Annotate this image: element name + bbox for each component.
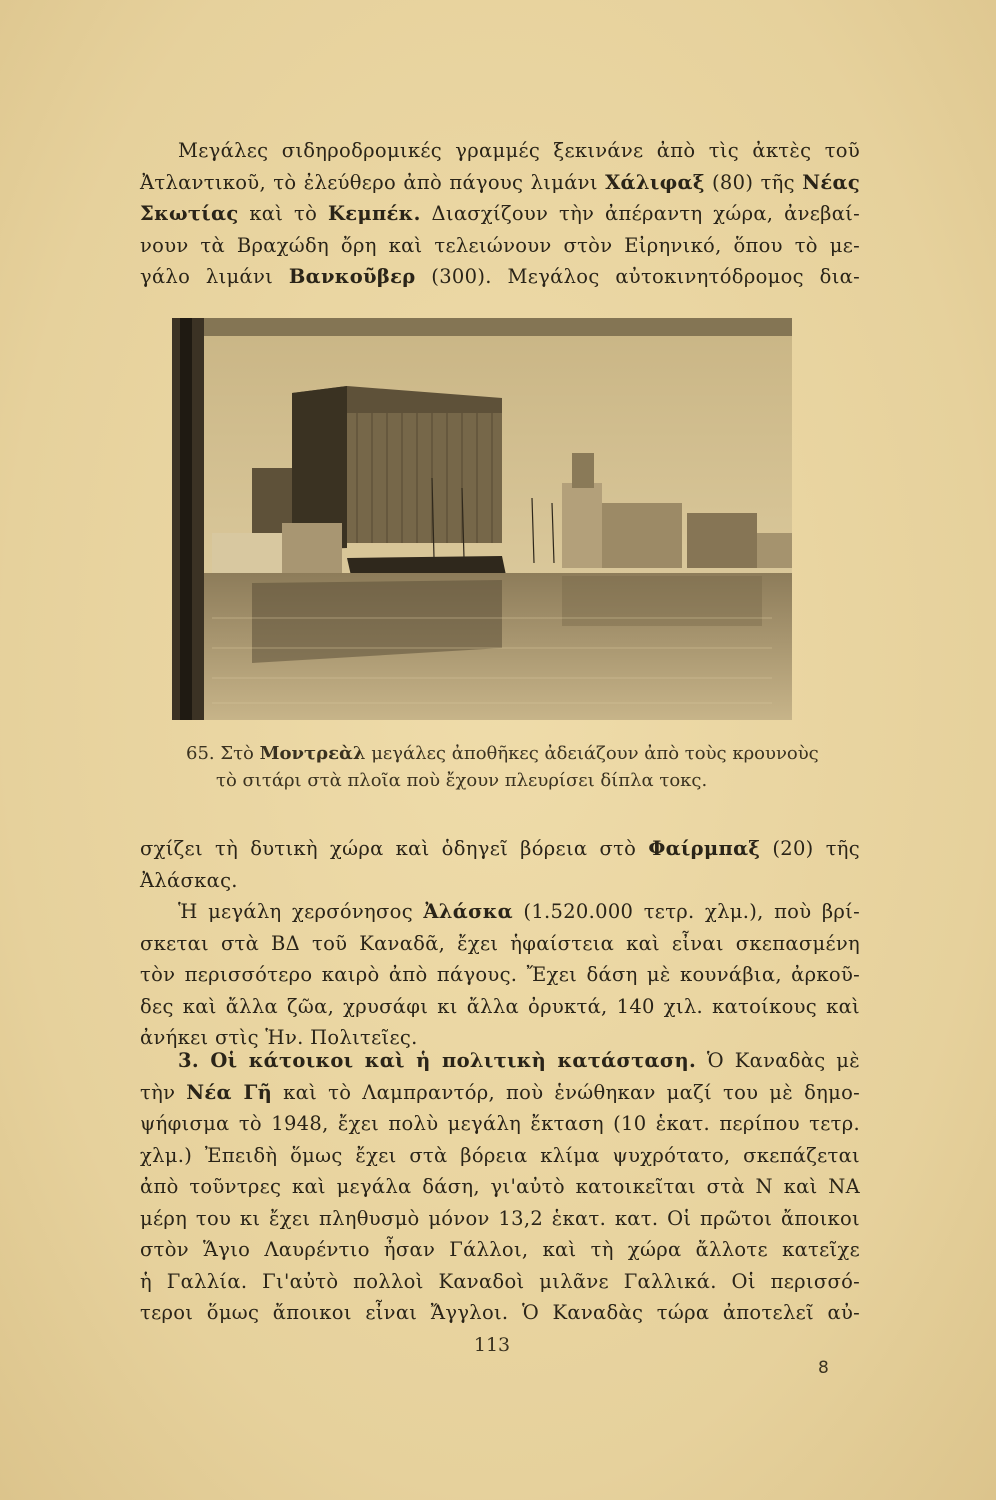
grain-elevators-photo [172,318,792,720]
text-run: (20) τῆς [760,837,860,860]
text-line [140,167,860,199]
place-name-nova: Νέας [802,170,860,194]
page-number: 113 [473,1334,511,1356]
place-name-halifax: Χάλιφαξ [605,170,705,194]
section-heading: 3. Οἱ κάτοικοι καὶ ἡ πολιτικὴ κατάσταση. [178,1049,697,1072]
text-line: ἡ Γαλλία. Γι'αὐτὸ πολλοὶ Καναδοὶ μιλᾶνε Γαλλικά. Οἱ περισσό- [140,1269,860,1293]
text-line: Ἀλάσκας. [140,868,238,892]
text-line: χλμ.) Ἐπειδὴ ὅμως ἔχει στὰ βόρεια κλίμα ψυχρότατο, σκεπάζεται [140,1143,860,1167]
text-line: νουν τὰ Βραχώδη ὄρη καὶ τελειώνουν στὸν Εἰρηνικό, ὅπου τὸ με- [140,233,860,257]
text-run: καὶ τὸ Λαμπραντόρ, ποὺ ἑνώθηκαν μαζί του μὲ δημο- [272,1080,861,1104]
text-line: δες καὶ ἄλλα ζῶα, χρυσάφι κι ἄλλα ὀρυκτά, 140 χιλ. κατοίκους καὶ [140,994,860,1018]
section-3 [140,1045,860,1329]
text-line: ἀπὸ τοῦντρες καὶ μεγάλα δάση, γι'αὐτὸ κατοικεῖται στὰ Ν καὶ ΝΑ [140,1175,860,1198]
place-name-alaska: Ἀλάσκα [423,900,513,923]
text-line [140,896,860,928]
middle-paragraph [140,833,860,1054]
caption-line: τὸ σιτάρι στὰ πλοῖα ποὺ ἔχουν πλευρίσει δίπλα τοκς. [216,770,708,791]
text-line: σκεται στὰ ΒΔ τοῦ Καναδᾶ, ἔχει ἡφαίστεια καὶ εἶναι σκεπασμένη [140,931,860,955]
text-run: τὴν [140,1080,187,1104]
text-line [140,1077,860,1109]
text-run: Ἡ μεγάλη χερσόνησος [178,900,424,923]
text-line: στὸν Ἅγιο Λαυρέντιο ἦσαν Γάλλοι, καὶ τὴ χώρα ἄλλοτε κατεῖχε [140,1238,860,1261]
text-line: τεροι ὅμως ἄποικοι εἶναι Ἄγγλοι. Ὁ Καναδὰς τώρα ἀποτελεῖ αὐ- [140,1301,860,1324]
text-run: Ὁ Καναδὰς μὲ [696,1049,860,1072]
text-run: 65. Στὸ [186,743,260,764]
text-line: ψήφισμα τὸ 1948, ἔχει πολὺ μεγάλη ἔκταση (10 ἑκατ. περίπου τετρ. [140,1112,860,1135]
place-name-fairbanks: Φαίρμπαξ [648,837,761,860]
text-line: μέρη του κι ἔχει πληθυσμὸ μόνον 13,2 ἑκατ. κατ. Οἱ πρῶτοι ἄποικοι [140,1206,860,1230]
place-name-montreal: Μοντρεὰλ [259,743,366,764]
text-line: ἀνήκει στὶς Ἡν. Πολιτεῖες. [140,1026,418,1049]
text-line [140,833,860,865]
text-line: Μεγάλες σιδηροδρομικές γραμμές ξεκινάνε ἀπὸ τὶς ἀκτὲς τοῦ [178,139,860,162]
text-run: γάλο λιμάνι [140,265,289,288]
text-line: τὸν περισσότερο καιρὸ ἀπὸ πάγους. Ἔχει δάση μὲ κουνάβια, ἀρκοῦ- [140,963,860,986]
text-line [140,261,860,293]
text-run: σχίζει τὴ δυτικὴ χώρα καὶ ὁδηγεῖ βόρεια στὸ [140,837,649,860]
sheet-number: 8 [818,1358,829,1378]
top-paragraph [140,135,860,293]
text-run: καὶ τὸ [238,202,328,225]
text-run: (80) τῆς [704,170,803,194]
text-line [140,1045,860,1077]
text-run: Διασχίζουν τὴν ἀπέραντη χώρα, ἀνεβαί- [420,202,861,225]
figure-caption [186,740,826,794]
place-name-vancouver: Βανκοῦβερ [288,265,416,288]
text-run: (300). Μεγάλος αὐτοκινητόδρομος δια- [415,265,861,288]
place-name-scotia: Σκωτίας [140,202,239,225]
text-run: μεγάλες ἀποθῆκες ἀδειάζουν ἀπὸ τοὺς κρουνοὺς [365,743,819,764]
text-run: (1.520.000 τετρ. χλμ.), ποὺ βρί- [512,900,860,923]
text-run: Ἀτλαντικοῦ, τὸ ἐλεύθερο ἀπὸ πάγους λιμάνι [140,170,606,194]
text-line [140,198,860,230]
caption-line [186,740,826,767]
place-name-newfoundland: Νέα Γῆ [186,1080,273,1104]
place-name-quebec: Κεμπέκ. [327,202,421,225]
